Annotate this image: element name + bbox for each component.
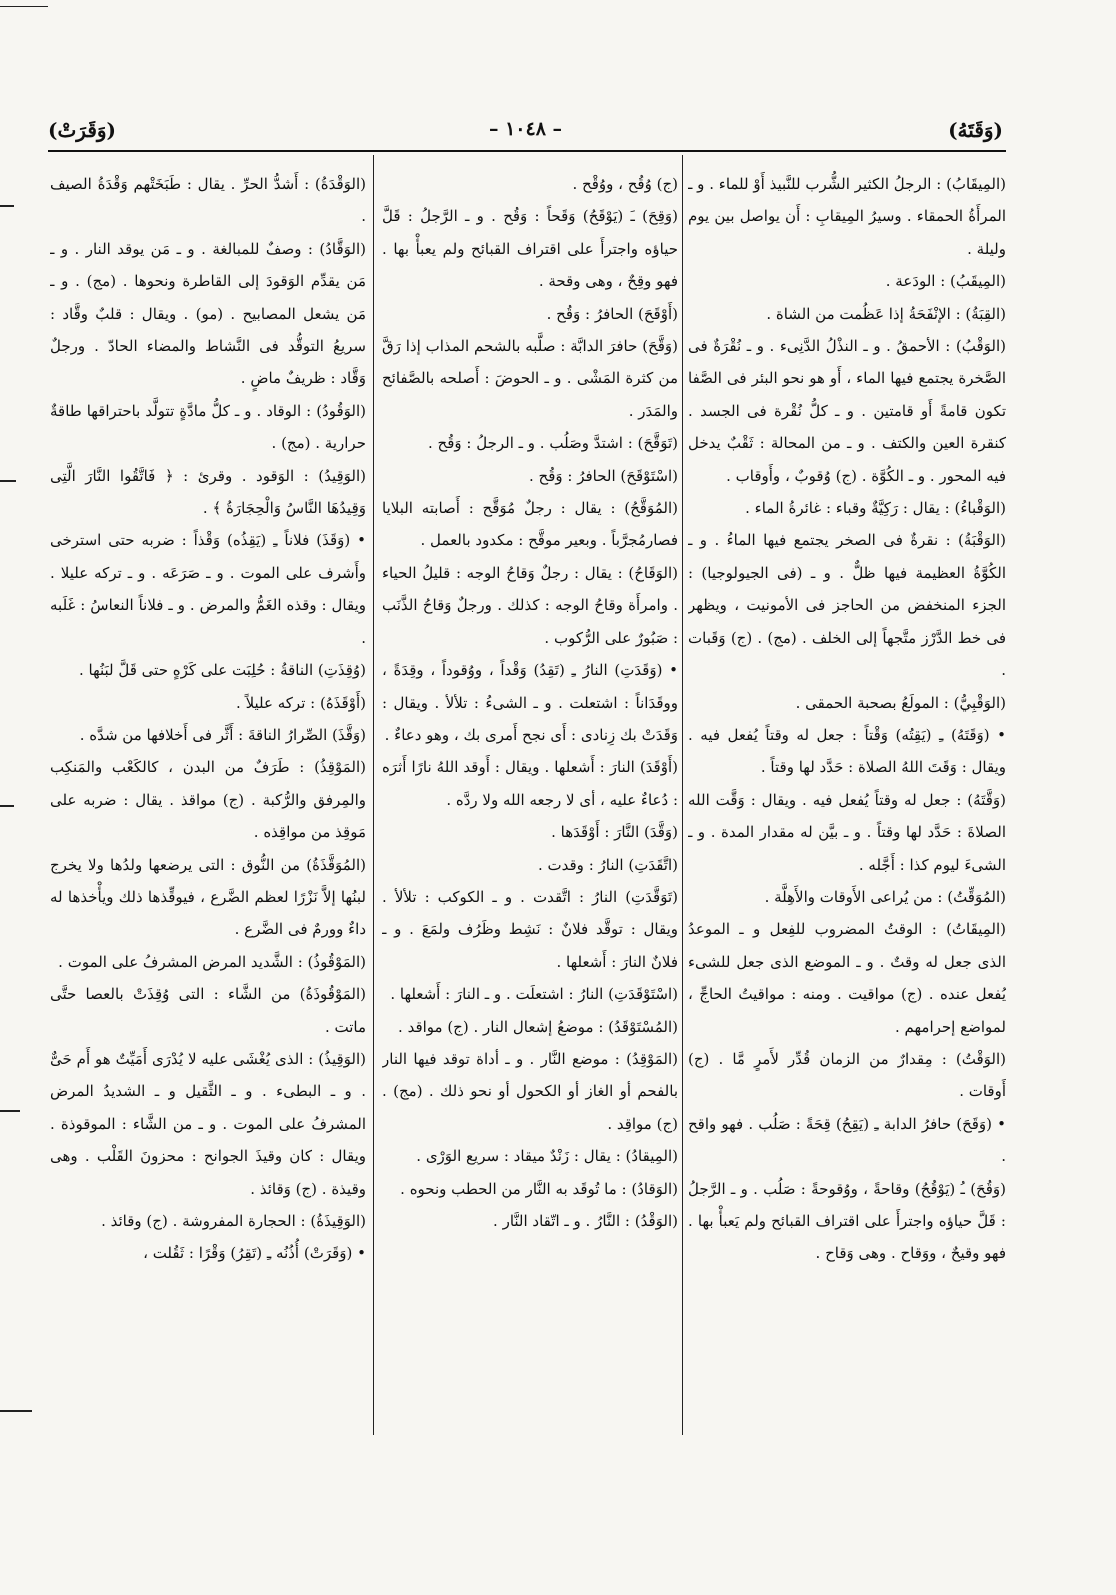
- entry-paragraph: (المَوْقِدُ) : موضع النَّار . و ـ أداة توقد فيها النار بالفحم أو الغاز أو الكحول أو نحو ذلك . (مج) . (ج) مواقِد .: [382, 1049, 678, 1133]
- margin-tick: [0, 1410, 32, 1412]
- entry-paragraph: (الوَقْبُ) : الأحمقُ . و ـ النذْلُ الدَّنِىء . و ـ نُقْرَةٌ فى الصَّخرة يجتمع فيها الماء ، أَو هو نحو البئر فى الصَّفا تكون قامةً أَو قامتين . و ـ كلُّ نُقْرة فى الجسد . كنقرة العين والكتف . و ـ من المحالة : ثَقْبٌ يدخل فيه المحور . و ـ الكُوَّة . (ج) وُقوبٌ ، وأَوقاب .: [688, 337, 1006, 485]
- entry-paragraph: (اسْتَوْقَحَ) الحافرُ : وَقُح .: [529, 466, 678, 485]
- entry-paragraph: • (وَقَرَتْ) أُذُنُه ـِ (تَقِرُ) وَقْرًا : ثَقُلت ،: [143, 1244, 366, 1263]
- entry-paragraph: • (وَقَحَ) حافرُ الدابة ـِ (يَقِحُ) قِحَةً : صَلُب . فهو واقح .: [688, 1114, 1006, 1166]
- entry-paragraph: (الوَقَّادُ) : وصفٌ للمبالغة . و ـ مَن يوقد النار . و ـ مَن يقدِّم الوَقودَ إلى القاطرة ونحوها . (مج) . و ـ مَن يشعل المصابيح . (مو) . ويقال : قلبٌ وقَّاد : سريعُ التوقُّد فى النَّشاط والمضاء الحادّ . ورجلٌ وَقَّاد : ظريفٌ ماضٍ .: [50, 239, 366, 388]
- entry-paragraph: (المِيقَبُ) : الودَعة .: [885, 272, 1006, 291]
- margin-tick: [0, 805, 14, 807]
- column-middle: [382, 168, 678, 1438]
- header-rule: [48, 150, 1006, 152]
- entry-paragraph: (الوَقادُ) : ما تُوقَد به النَّار من الحطب ونحوه .: [400, 1179, 678, 1198]
- entry-paragraph: (الوَقْبِيُّ) : المولَعُ بصحبة الحمقى .: [795, 693, 1006, 712]
- entry-paragraph: (الوَقُودُ) : الوقاد . و ـ كلُّ مادَّةٍ تتولَّد باحتراقها طاقةٌ حرارية . (مج) .: [50, 401, 366, 453]
- column-right: [688, 168, 1006, 1438]
- entry-paragraph: (الوَقِيذَةُ) : الحجارة المفروشة . (ج) وقائذ .: [101, 1212, 366, 1230]
- page-number: – ١٠٤٨ –: [488, 118, 563, 140]
- entry-paragraph: (وُقِذَتِ) الناقةُ : حُلِبَت على كَرْهٍ حتى قَلَّ لبَنُها .: [78, 661, 366, 680]
- entry-paragraph: (وَقَّتَهُ) : جعل له وقتاً يُفعل فيه . ويقال : وَقَّت الله الصلاةَ : حَدَّد لها وقتاً . و ـ بيَّن له مقدار المدة . و ـ الشىءَ ليوم كذا : أَجَّله .: [688, 790, 1006, 874]
- entry-paragraph: (اتَّقَدَتِ) النارُ : وقدت .: [537, 855, 678, 874]
- header-first-entry: (وَقَتَهُ): [948, 118, 1003, 142]
- entry-paragraph: (الوَقْباءُ) : يقال : رَكِيَّةٌ وقباء : غائرةُ الماء .: [745, 499, 1006, 518]
- entry-paragraph: (ج) وُقُح ، ووُقْح .: [572, 175, 678, 193]
- entry-paragraph: (الوَقِيذُ) : الذى يُغْشَى عليه لا يُدْرَى أَمَيِّتٌ هو أَم حَىٌّ . و ـ البطىء . و ـ الثَّقيل و ـ الشديدُ المرض المشرفُ على الموت . و ـ من الشَّاء : الموقوذة . ويقال : كان وقيذَ الجوانح : محزونَ القَلْب . وهى وقيذة . (ج) وَقائذ .: [50, 1049, 366, 1198]
- column-divider: [373, 155, 374, 1435]
- margin-tick: [0, 205, 14, 207]
- entry-paragraph: (تَوَقَّدَتِ) النارُ : اتَّقدت . و ـ الكوكب : تلألأ . ويقال : توقَّد فلانٌ : نَشِط وظَرُف ولمَعَ . و ـ فلانٌ النارَ : أَشعلها .: [382, 887, 678, 971]
- column-left: [50, 168, 366, 1438]
- entry-paragraph: (أَوْقَذَهُ) : تركه عليلاً .: [236, 693, 366, 712]
- entry-paragraph: (المَوْقُوذَةُ) من الشَّاء : التى وُقِذَتْ بالعصا حتَّى ماتت .: [50, 985, 366, 1036]
- entry-paragraph: (الوَقِيدُ) : الوَقود . وقرئ : ﴿ فَاتَّقُوا النَّارَ الَّتِى وَقِيدُهَا النَّاسُ وَالْحِجَارَةُ ﴾ .: [50, 466, 366, 518]
- entry-paragraph: (تَوَقَّحَ) : اشتدَّ وصَلُب . و ـ الرجلُ : وَقُح .: [428, 434, 678, 453]
- entry-paragraph: (المُوَقَّحُ) : يقال : رجلٌ مُوَقَّح : أَصابته البلايا فصارمُجرَّباً . وبعير موقَّح : مكدود بالعمل .: [382, 499, 678, 550]
- entry-paragraph: (وَقُحَ) ـُ (يَوْقُحُ) وقاحةً ، ووُقوحةً : صَلُب . و ـ الرَّجلُ : قَلَّ حياؤه واجترأَ على اقتراف القبائح ولم يَعبأْ بها . فهو وقيحٌ ، ووَقاح . وهى وَقاح .: [688, 1179, 1006, 1263]
- entry-paragraph: • (وَقَدَتِ) النارُ ـِ (تَقِدُ) وَقْداً ، ووُقوداً ، وقِدَةً ، ووقَدَاناً : اشتعلت . و ـ الشىءُ : تلألأ . ويقال : وَقَدَتْ بك زِنادى : أَى نجح أَمرى بك ، وهو دعاءٌ .: [382, 661, 678, 744]
- entry-paragraph: (الوَقْدَةُ) : أَشدُّ الحرِّ . يقال : طَبَخَتْهم وَقْدَةُ الصيف .: [50, 175, 366, 226]
- entry-paragraph: (أَوْقَحَ) الحافرُ : وَقُح .: [546, 304, 678, 323]
- entry-paragraph: (المِيقَاتُ) : الوقتُ المضروب للفِعل و ـ الموعدُ الذى جعل له وقتٌ . و ـ الموضع الذى جعل للشىء يُفعل عنده . (ج) مواقيت . ومنه : مواقيتُ الحاجِّ ، لمواضع إحرامهم .: [688, 920, 1006, 1036]
- entry-paragraph: • (وَقَتَهُ) ـِ (يَقِتُه) وَقْتاً : جعل له وقتاً يُفعل فيه . ويقال : وَقَتَ اللهُ الصلاة : حَدَّد لها وقتاً .: [688, 725, 1006, 777]
- column-divider: [682, 155, 683, 1435]
- entry-paragraph: (وَقَّدَ) النَّارَ : أَوْقَدَها .: [551, 823, 678, 842]
- entry-paragraph: • (وَقَذَ) فلاناً ـِ (يَقِذُه) وَقْذاً : ضربه حتى استرخى وأَشرف على الموت . و ـ صَرَعَه . و ـ تركه عليلا . ويقال : وقذه الغَمُّ والمرض . و ـ فلاناً النعاسُ : غَلَبه .: [50, 531, 366, 647]
- entry-paragraph: (الوَقْبَةُ) : نقرةٌ فى الصخر يجتمع فيها الماءُ . و ـ الكُوَّةُ العظيمة فيها ظلٌّ . و ـ (فى الجيولوجيا) : الجزء المنخفض من الحاجز فى الأمونيت ، ويظهر فى خط الدَّرْز متَّجهاً إلى الخلف . (مج) . (ج) وَقَبات .: [688, 531, 1006, 680]
- entry-paragraph: (المَوْقِذُ) : طَرَفٌ من البدن ، كالكَعْب والمَنكِب والمِرفق والرُّكبة . (ج) مواقذ . يقال : ضربه على مَوقِذ من مواقِذه .: [50, 758, 366, 842]
- entry-paragraph: (وَقَّحَ) حافرَ الدابَّة : صلَّبه بالشحم المذاب إذا رَقَّ من كثرة المَشْى . و ـ الحوضَ : أَصلحه بالصَّفائح والمَدَر .: [382, 337, 678, 420]
- header-last-entry: (وَقَرَتْ): [48, 118, 117, 142]
- edge-rule: [0, 6, 48, 7]
- margin-tick: [0, 1110, 20, 1112]
- entry-paragraph: (وَقَّذَ) الصِّرارُ الناقةَ : أَثَّر فى أَخلافها من شدَّه .: [79, 725, 366, 744]
- margin-tick: [0, 480, 16, 482]
- entry-paragraph: (اسْتَوْقَدَتِ) النارُ : اشتعلَت . و ـ النارَ : أَشعلها .: [390, 985, 678, 1004]
- entry-paragraph: (وَقِحَ) ـَ (يَوْقَحُ) وَقَحاً : وَقُح . و ـ الرَّجلُ : قَلَّ حياؤه واجترأَ على اقتراف القبائح ولم يعبأْ بها . فهو وقِحٌ ، وهى وقحة .: [382, 207, 678, 291]
- entry-paragraph: (الوَقْدُ) : النَّارُ . و ـ اتّقاد النَّار .: [493, 1212, 678, 1230]
- page-header: [48, 118, 1003, 150]
- entry-paragraph: (أَوْقَدَ) النارَ : أَشعلها . ويقال : أَوقد اللهُ نارًا أَثرَه : دُعاءٌ عليه ، أى لا رجعه الله ولا ردَّه .: [382, 758, 678, 809]
- entry-paragraph: (المُوَقَّذَةُ) من النُّوق : التى يرضعها ولدُها ولا يخرج لبنُها إلاَّ نَزْرًا لعظم الضَّرع ، فيوقِّذها ذلك ويأْخذها له داءٌ وورمٌ فى الضَّرع .: [50, 855, 366, 939]
- entry-paragraph: (المَوْقُوذُ) : الشَّديد المرض المشرفُ على الموت .: [58, 952, 366, 971]
- entry-paragraph: (الوَقَاحُ) : يقال : رجلٌ وَقاحُ الوجه : قليلُ الحياء . وامرأَة وقاحُ الوجه : كذلك . ورجلٌ وَقاحُ الذَّنَب : صَبُورٌ على الرُّكوب .: [382, 563, 678, 647]
- entry-paragraph: (المُسْتَوْقَدُ) : موضعُ إشعال النار . (ج) مواقد .: [398, 1017, 678, 1036]
- entry-paragraph: (الوَقْتُ) : مِقدارٌ من الزمان قُدِّر لأَمرٍ مَّا . (ج) أَوقات .: [688, 1049, 1006, 1101]
- entry-paragraph: (القِبَةُ) : الإنْفَحَةُ إذا عَظُمت من الشاة .: [766, 304, 1006, 323]
- entry-paragraph: (المِيقَابُ) : الرجلُ الكثير الشُّرب للنَّبيذ أَوْ للماء . و ـ المرأَةُ الحمقاء . وسيرُ المِيقابِ : أَن يواصل بين يوم وليلة .: [688, 175, 1006, 258]
- entry-paragraph: (المُوَقِّتُ) : من يُراعى الأَوقات والأَهِلَّة .: [764, 887, 1006, 906]
- entry-paragraph: (المِيقادُ) : يقال : زَنْدٌ ميقاد : سريع الوَرْى .: [416, 1147, 678, 1166]
